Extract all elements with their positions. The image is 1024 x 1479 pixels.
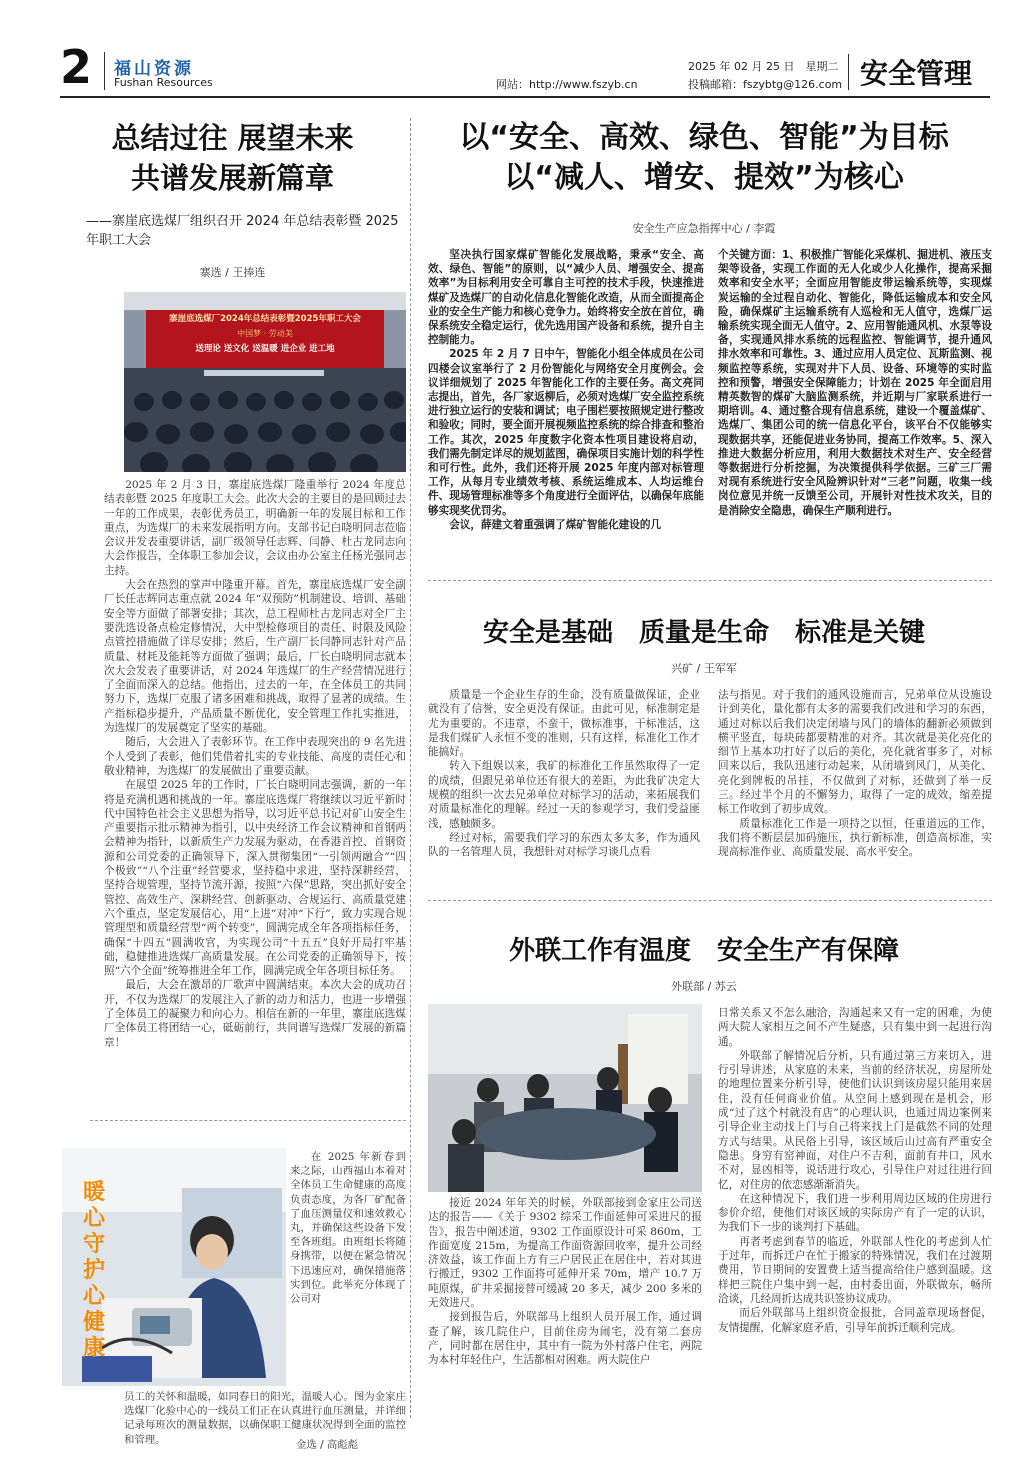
section-divider (90, 1120, 406, 1121)
header-divider (848, 54, 849, 90)
paragraph: 2025 年 2 月 3 日，寨崖底选煤厂隆重举行 2024 年度总结表彰暨 2025 年度职工大会。此次大会的主要目的是回顾过去一年的工作成果，表彰优秀员工，明确新一年的发展目标和工作重点，为选煤厂的未来发展指明方向。支部书记白晓明同志莅临会议并发表重要讲话，副厂级领导任志辉、闫静、杜古龙同志向大会作报告，全体职工参加会议，会议由办公室主任杨光强同志主持。 (104, 479, 406, 577)
quality-article-col1 (428, 688, 700, 860)
paragraph: 员工的关怀和温暖，如同春日的阳光，温暖人心。图为金家庄选煤厂化验中心的一线员工们正在认真进行血压测量，并详细记录每班次的测量数据，以确保职工健康状况得到全面的监控和管理。 (124, 1391, 406, 1446)
right-article-title (418, 118, 990, 198)
paragraph: 经过对标，需要我们学习的东西太多太多，作为通风队的一名管理人员，我想针对对标学习谈几点看 (428, 831, 700, 859)
title-line: 以“减人、增安、提效”为核心 (504, 160, 904, 195)
health-text-bottom (124, 1390, 406, 1447)
left-article-subtitle: ——寨崖底选煤厂组织召开 2024 年总结表彰暨 2025 年职工大会 (86, 214, 399, 248)
liaison-article-byline: 外联部 / 苏云 (671, 980, 737, 993)
left-article-body (104, 478, 406, 1050)
column-separator (410, 118, 411, 1418)
section-divider (428, 580, 992, 581)
paragraph: 转入下组娱以来，我矿的标准化工作虽然取得了一定的成绩，但跟兄弟单位还有很大的差距，为此我矿决定大规模的组织一次去兄弟单位对标学习的活动，来拓展我们对质量标准化的理解。经过一天的参观学习，我们受益匪浅，感触颇多。 (428, 760, 700, 830)
section-name: 安全管理 (860, 57, 973, 90)
liaison-article-title: 外联工作有温度 安全生产有保障 (508, 936, 899, 966)
website-link[interactable]: 网站：http://www.fszyb.cn (496, 78, 638, 91)
right-article-col2 (718, 248, 992, 518)
submission-email[interactable]: 投稿邮箱：fszybtg@126.com (688, 78, 843, 91)
paragraph: 会议，薛建文着重强调了煤矿智能化建设的几 (449, 518, 662, 531)
photo-slogan: 送理论 送文化 送温暖 进企业 进工地 (195, 344, 335, 354)
section-divider (428, 900, 992, 901)
paragraph: 在 2025 年新春到来之际，山西福山本着对全体员工生命健康的高度负责态度，为各厂矿配备了血压测量仪和速效救心丸，并确保这些设备下发至各班组。由班组长将随身携带，以便在紧急情况下迅速应对，确保措施落实到位。此举充分体现了公司对 (290, 1151, 406, 1306)
photo-banner-text: 寨崖底选煤厂2024年总结表彰暨2025年职工大会 (169, 314, 361, 324)
page-header (0, 0, 1024, 100)
paragraph: 法与指见。对于我们的通风设施而言，兄弟单位从设施设计到美化，量化都有太多的需要我们改进和学习的东西，通过对标以后我们决定闭墙与风门的墙体的翻新必须做到横平竖直，每块砖都要精准的对齐。其次就是美化亮化的细节上基本功打好了以后的美化，亮化就省事多了，对标回来以后，我队迅速行动起来，从闭墙到风门，从美化、亮化到牌板的吊挂，不仅做到了对标，还做到了举一反三。经过半个月的不懈努力，取得了一定的成效，缩差提标工作收到了初步成效。 (718, 689, 992, 816)
paragraph: 质量标准化工作是一项持之以恒，任重道远的工作，我们将不断层层加码施压，执行新标准，创造高标准，实现高标准作业、高质量发展、高水平安全。 (718, 817, 992, 859)
quality-article-byline: 兴矿 / 王军军 (671, 662, 737, 675)
meeting-photo (124, 292, 406, 472)
paragraph: 坚决执行国家煤矿智能化发展战略，秉承“安全、高效、绿色、智能”的原则，以“减少人员、增强安全、提高效率”为目标利用安全可靠自主可控的技术手段，快速推进煤矿及选煤厂的自动化信息化智能化改造，从而全面提高企业的安全生产能力和核心竞争力。始终将安全放在首位，确保系统安全稳定运行，优先选用国产设备和系统，提升自主控制能力。 (428, 249, 704, 347)
paragraph: 在展望 2025 年的工作时，厂长白晓明同志强调，新的一年将是充满机遇和挑战的一年。寨崖底选煤厂将继续以习近平新时代中国特色社会主义思想为指导，以习近平总书记对矿山安全生产重要指示批示精神为指引，以中央经济工作会议精神和首钢两会精神为指针，以新质生产力发展为驱动，在香港首控、首钢资源和公司党委的正确领导下，深入贯彻集团“一引领两融合”“四个极致”“八个注重”经营要求，坚持稳中求进，坚持深耕经营，坚持合规管理，坚持节流开源，按照“六保”思路，突出抓好安全管控、高效生产、深耕经营、创新驱动、合规运行、高质量党建六个重点，坚定发展信心，用“上进”对冲“下行”，致力实现合规管理型和质量经营型“两个转变”，圆满完成全年各项指标任务，确保“十四五”圆满收官，为实现公司“十五五”良好开局打牢基础，稳健推进选煤厂高质量发展。在公司党委的正确领导下，按照“六个全面”统筹推进全年工作，圆满完成全年各项目标任务。 (104, 779, 406, 978)
paragraph: 最后，大会在激昂的厂歌声中圆满结束。本次大会的成功召开，不仅为选煤厂的发展注入了新的动力和活力，也进一步增强了全体员工的凝聚力和向心力。相信在新的一年里，寨崖底选煤厂全体员工将团结一心，砥砺前行，共同谱写选煤厂发展的新篇章！ (104, 979, 406, 1049)
newspaper-brand-en: Fushan Resources (114, 76, 213, 89)
paragraph: 接到报告后，外联部马上组织人员开展工作，通过调查了解，该几院住户，目前住房为闹宅，没有第二套房产，同时都在居住中，其中有一院为外村落户住宅，两院为本村年轻住户，生活都相对困难。两大院住户 (428, 1311, 702, 1367)
title-line: 总结过往 展望未来 (111, 121, 354, 155)
right-article-byline: 安全生产应急指挥中心 / 李霞 (632, 222, 776, 235)
paragraph: 再者考虑到春节的临近，外联部人性化的考虑到人忙于过年，而拆迁户在忙于搬家的特殊情况，我们在过渡期费用，节日期间的安置费上适当提高给住户感到温暖。这样把三院住户集中到一起，由村委出面，外联做东，畅所洽谈，几经周折达成共识签协议成功。 (718, 1235, 992, 1305)
health-vertical-title: 暖心守护心健康 (82, 1180, 105, 1361)
title-line: 以“安全、高效、绿色、智能”为目标 (459, 120, 949, 155)
paragraph: 随后，大会进入了表彰环节。在工作中表现突出的 9 名先进个人受到了表彰，他们凭借着扎实的专业技能、高度的责任心和敬业精神，为选煤厂的发展做出了重要贡献。 (104, 736, 406, 777)
health-byline: 金选 / 高彪彪 (296, 1439, 359, 1451)
paragraph: 质量是一个企业生存的生命，没有质量做保证，企业就没有了信誉，安全更没有保证。由此可见，标准制定是尤为重要的。不违章，不蛮干，做标准事，干标准活，这是我们煤矿人永恒不变的准则，只有这样，标准化工作才能搞好。 (428, 689, 700, 759)
photo-slogan: 中国梦 · 劳动美 (237, 329, 293, 338)
left-article-byline: 寨选 / 王捧连 (199, 266, 266, 279)
paragraph: 接近 2024 年年关的时候，外联部接到金家庄公司送达的报告——《关于 9302 综采工作面延伸可采进尺的报告》，报告中阐述道，9302 工作面原设计可采 860m，工作面宽度 215m，为提高工作面资源回收率，提升公司经济效益，该工作面上方有三户居民正在居住中，若对其进行搬迁，9302 工作面将可延伸开采 70m，增产 10.7 万吨原煤，矿井采掘接替可缓减 20 多天，减少 200 多米的无效进尺。 (428, 1197, 702, 1310)
meeting-room-photo (428, 1004, 702, 1192)
left-article-title (60, 118, 405, 198)
header-rule (60, 96, 990, 98)
paragraph: 日常关系又不怎么融洽，沟通起来又有一定的困难，为使两大院人家相互之间不产生疑惑，只有集中到一起进行沟通。 (718, 1007, 992, 1048)
paragraph: 而后外联部马上组织资金报批，合同盖章现场督促，友情提醒，化解家庭矛盾，引导年前拆迁顺利完成。 (718, 1307, 992, 1334)
page-number: 2 (60, 40, 93, 94)
title-line: 共谱发展新篇章 (130, 161, 334, 195)
issue-date: 2025 年 02 月 25 日 星期二 (688, 60, 839, 73)
paragraph: 大会在热烈的掌声中隆重开幕。首先，寨崖底选煤厂安全副厂长任志辉同志重点就 2024 年“双预防”机制建设、培训、基础安全等方面做了部署安排；其次，总工程师杜古龙同志对全厂主要洗选设备点检定修情况，大中型检修项目的责任、时限及风险点管控措施做了详尽安排；然后，生产副厂长闫静同志针对产品质量、材耗及能耗等方面做了强调；最后，厂长白晓明同志就本次大会发表了重要讲话，对 2024 年选煤厂的生产经营情况进行了全面而深入的总结。他指出，过去的一年，在全体员工的共同努力下，选煤厂克服了诸多困难和挑战，取得了显著的成绩。生产指标稳步提升，产品质量不断优化，安全管理工作扎实推进，为选煤厂的发展奠定了坚实的基础。 (104, 579, 406, 735)
paragraph: 外联部了解情况后分析，只有通过第三方来切入，进行引导讲述，从家庭的未来，当前的经济状况，房屋所处的地理位置来分析引导，使他们认识到该房屋只能用来居住，没有任何商业价值。从空间上感到现在是机会，形成“过了这个村就没有店”的心理认识，也通过周边案例来引导企业主动找上门与自己将来找上门是截然不同的处理方式与结果。从民俗上引导，该区域后山过高有严重安全隐患。身穷有窑神面，对住户不吉利，面前有井口，风水不对，显凶相等，说话进行攻心，引导住户对过往进行回忆，对住房的依恋感渐渐消失。 (718, 1049, 992, 1191)
paragraph: 在这种情况下，我们进一步利用周边区域的住房进行参价介绍，使他们对该区域的实际房产有了一定的认识，为我们下一步的谈判打下基础。 (718, 1192, 992, 1234)
quality-article-title: 安全是基础 质量是生命 标准是关键 (482, 618, 925, 648)
paragraph: 2025 年 2 月 7 日中午，智能化小组全体成员在公司四楼会议室举行了 2 月份智能化与网络安全月度例会。会议详细规划了 2025 年智能化工作的主要任务。高文亮同志提出，首先，各厂家返柳后，必须对选煤厂安全监控系统进行独立运行的安装和调试；电子围栏要按照规定进行整改和验收；同时，要全面开展视频监控系统的综合排查和整治工作。其次，2025 年度数字化资本性项目建设将启动，我们需先制定详尽的规划蓝图，确保项目实施计划的科学性和可行性。此外，我们还将开展 2025 年度内部对标管理工作，从每月专业绩效考核、系统运维成本、人均运维台件、现场管理标准等多个角度进行全面评估，以确保年底能够实现奖优罚劣。 (428, 348, 704, 517)
health-text-top (290, 1150, 406, 1306)
liaison-article-col1 (428, 1196, 702, 1368)
paragraph: 个关键方面：1、积极推广智能化采煤机、掘进机、液压支架等设备，实现工作面的无人化或少人化操作，提高采掘效率和安全水平；全面应用智能皮带运输系统等，实现煤炭运输的全过程自动化、智能化，降低运输成本和安全风险，确保煤矿主运输系统有人巡检和无人值守，选煤厂运输系统实现全面无人值守。2、应用智能通风机、水泵等设备，实现通风排水系统的远程监控、智能调节，提升通风排水效率和可靠性。3、通过应用人员定位、瓦斯监测、视频监控等系统，实现对井下人员、设备、环境等的实时监控和预警，增强安全保障能力；计划在 2025 年全面启用精英数智的煤矿大脑监测系统，并近期与厂家联系进行一期培训。4、通过整合现有信息系统，建设一个覆盖煤矿、选煤厂、集团公司的统一信息化平台，该平台不仅能够实现数据共享，还能促进业务协同，提高工作效率。5、深入推进大数据分析应用，利用大数据技术对生产、安全经营等数据进行分析挖掘，为决策提供科学依据。三矿三厂需对现有系统进行安全风险辨识针对“三老”问题，收集一线岗位意见并统一反馈至公司，开展针对性技术攻关，目的是消除安全隐患，确保生产顺利进行。 (718, 249, 992, 517)
newspaper-brand: 福山资源 (114, 59, 194, 79)
liaison-article-col2 (718, 1006, 992, 1335)
quality-article-col2 (718, 688, 992, 860)
right-article-col1 (428, 248, 704, 532)
header-divider (104, 52, 105, 90)
